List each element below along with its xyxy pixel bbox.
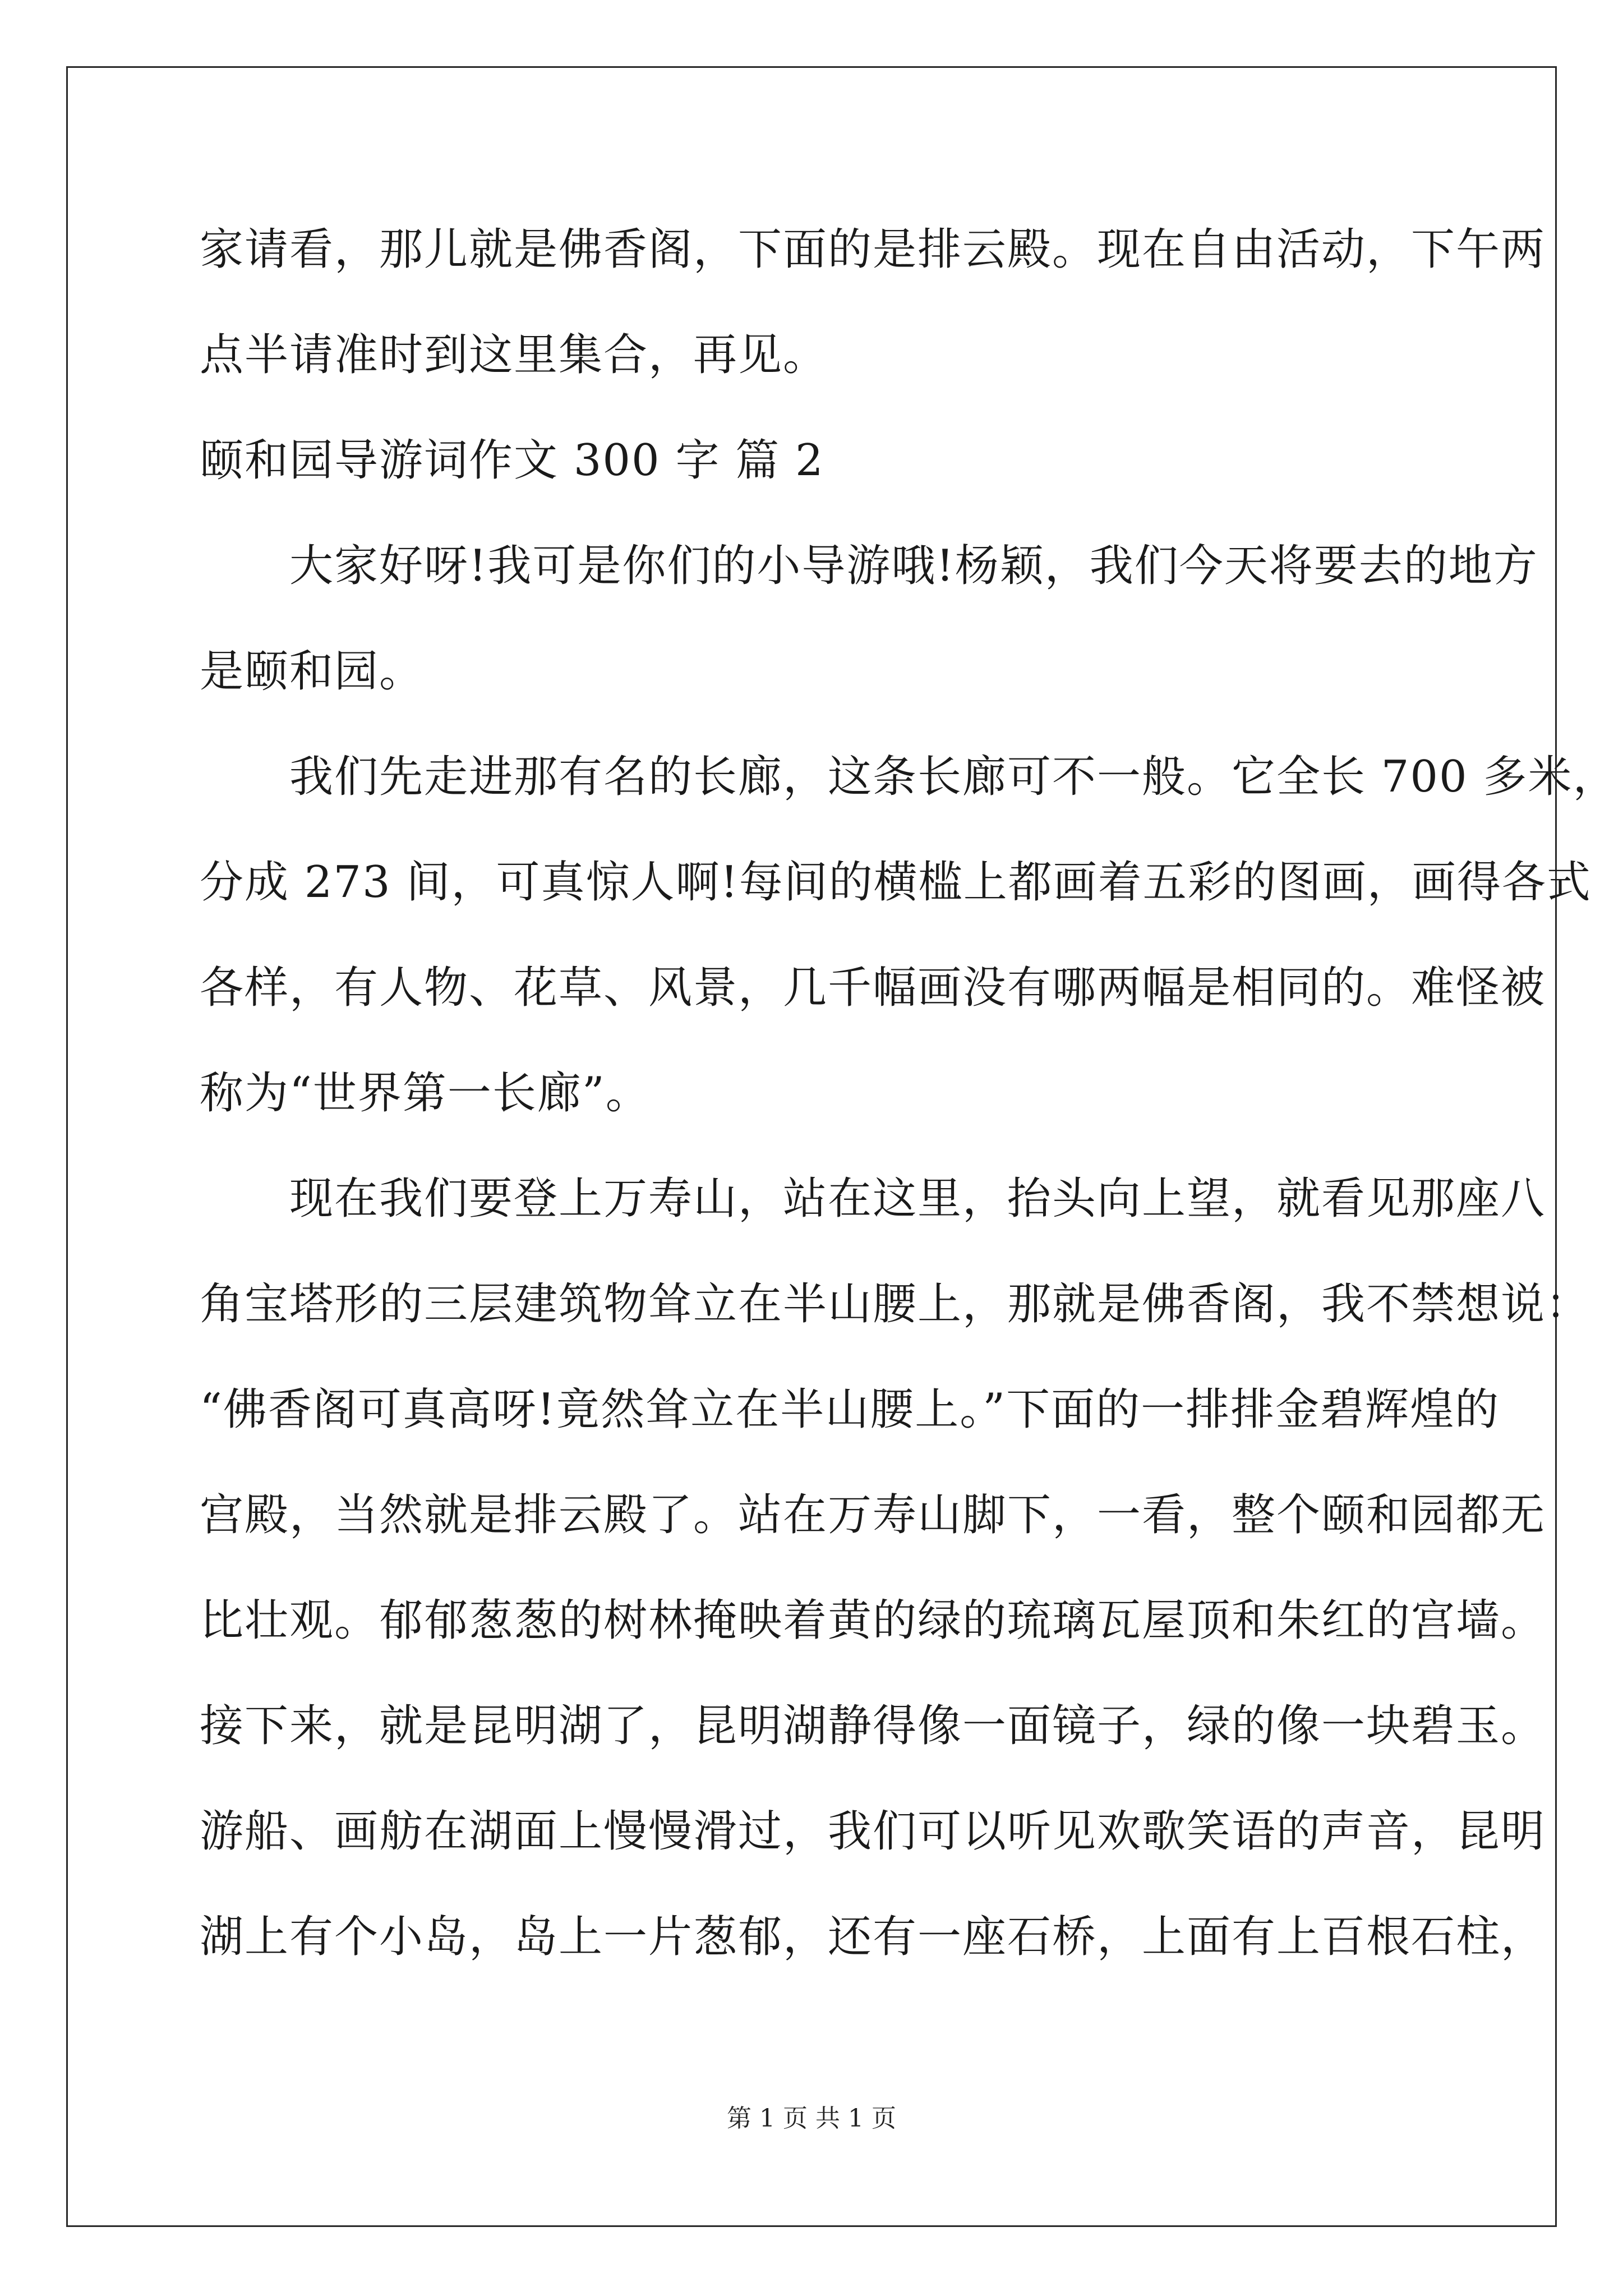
- text-line: 点半请准时到这里集合，再见。: [200, 330, 828, 380]
- text-line: 现在我们要登上万寿山，站在这里，抬头向上望，就看见那座八: [200, 1174, 1546, 1224]
- text-line: 比壮观。郁郁葱葱的树林掩映着黄的绿的琉璃瓦屋顶和朱红的宫墙。: [200, 1595, 1546, 1646]
- section-heading: 颐和园导游词作文 300 字 篇 2: [200, 435, 824, 486]
- text-line: “佛香阁可真高呀!竟然耸立在半山腰上。”下面的一排排金碧辉煌的: [200, 1384, 1500, 1435]
- text-line: 角宝塔形的三层建筑物耸立在半山腰上，那就是佛香阁，我不禁想说：: [200, 1279, 1591, 1329]
- page-number-footer: 第 1 页 共 1 页: [727, 2104, 896, 2133]
- text-line: 游船、画舫在湖面上慢慢滑过，我们可以听见欢歌笑语的声音，昆明: [200, 1806, 1546, 1857]
- text-line: 大家好呀!我可是你们的小导游哦!杨颖，我们今天将要去的地方: [200, 541, 1538, 591]
- text-line: 宫殿，当然就是排云殿了。站在万寿山脚下，一看，整个颐和园都无: [200, 1490, 1546, 1540]
- text-line: 湖上有个小岛，岛上一片葱郁，还有一座石桥，上面有上百根石柱，: [200, 1912, 1546, 1962]
- text-line: 接下来，就是昆明湖了，昆明湖静得像一面镜子，绿的像一块碧玉。: [200, 1701, 1546, 1751]
- text-line: 分成 273 间，可真惊人啊!每间的横槛上都画着五彩的图画，画得各式: [200, 857, 1592, 908]
- document-body: [200, 219, 1618, 2012]
- text-line: 称为“世界第一长廊”。: [200, 1068, 651, 1119]
- text-line: 各样，有人物、花草、风景，几千幅画没有哪两幅是相同的。难怪被: [200, 963, 1546, 1013]
- text-line: 是颐和园。: [200, 646, 425, 697]
- text-line: 家请看，那儿就是佛香阁，下面的是排云殿。现在自由活动，下午两: [200, 224, 1546, 275]
- text-line: 我们先走进那有名的长廊，这条长廊可不一般。它全长 700 多米，: [200, 752, 1618, 802]
